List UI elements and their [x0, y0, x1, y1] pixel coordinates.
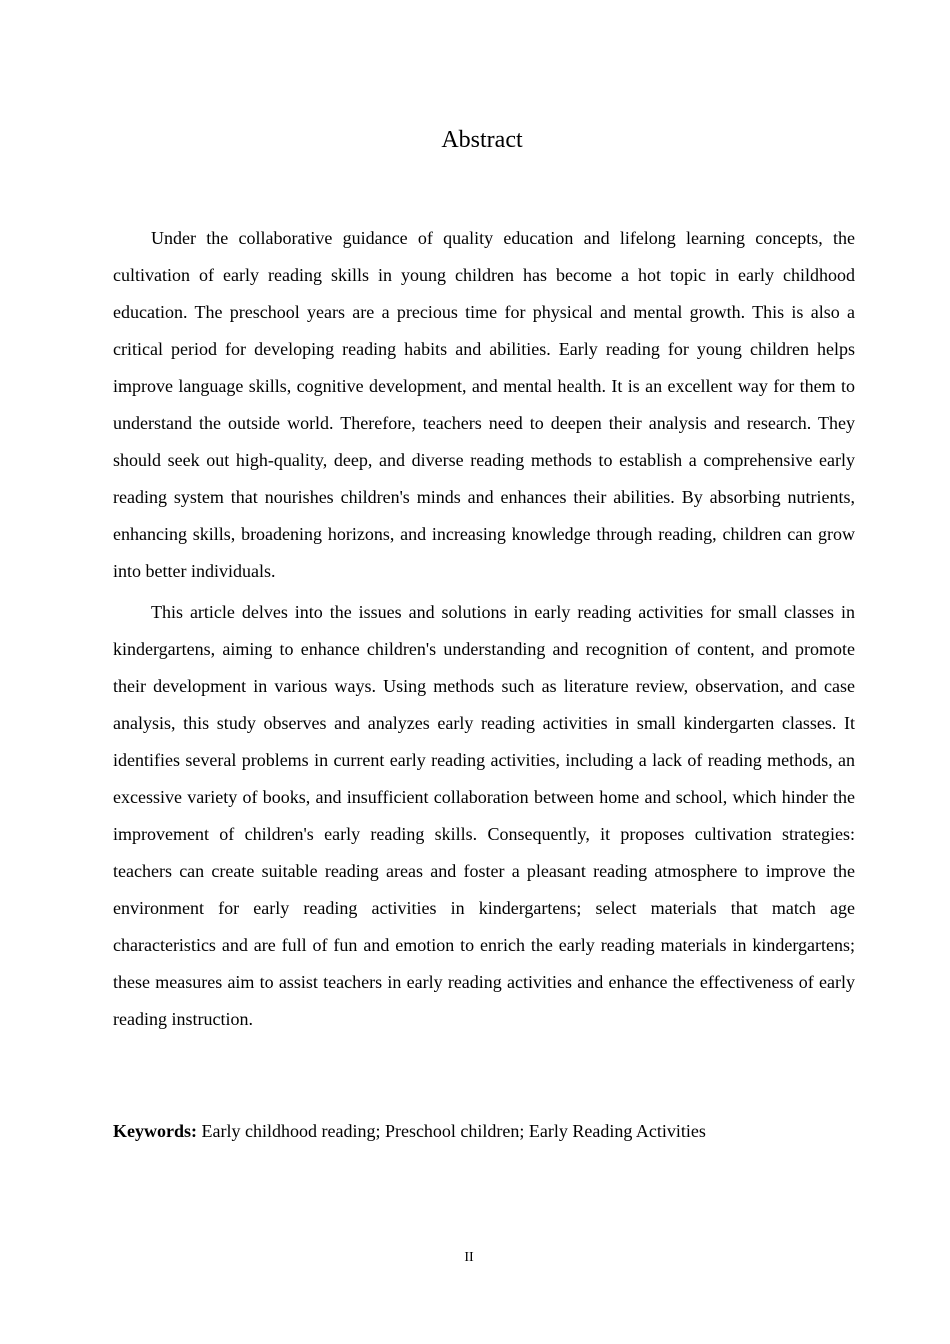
- abstract-paragraph-1: Under the collaborative guidance of quality education and lifelong learning concepts, the cultivation of early reading skills in young children has become a hot topic in early childhood education. The preschool years are a precious time for physical and mental growth. This is also a critical period for developing reading habits and abilities. Early reading for young children helps improve language skills, cognitive development, and mental health. It is an excellent way for them to understand the outside world. Therefore, teachers need to deepen their analysis and research. They should seek out high-quality, deep, and diverse reading methods to establish a comprehensive early reading system that nourishes children's minds and enhances their abilities. By absorbing nutrients, enhancing skills, broadening horizons, and increasing knowledge through reading, children can grow into better individuals.: [113, 228, 855, 581]
- abstract-paragraph-2: This article delves into the issues and solutions in early reading activities for small classes in kindergartens, aiming to enhance children's understanding and recognition of content, and promote their development in various ways. Using methods such as literature review, observation, and case analysis, this study observes and analyzes early reading activities in small kindergarten classes. It identifies several problems in current early reading activities, including a lack of reading methods, an excessive variety of books, and insufficient collaboration between home and school, which hinder the improvement of children's early reading skills. Consequently, it proposes cultivation strategies: teachers can create suitable reading areas and foster a pleasant reading atmosphere to improve the environment for early reading activities in kindergartens; select materials that match age characteristics and are full of fun and emotion to enrich the early reading materials in kindergartens; these measures aim to assist teachers in early reading activities and enhance the effectiveness of early reading instruction.: [113, 602, 855, 1029]
- page-number: II: [464, 1250, 474, 1265]
- page-title: Abstract: [441, 127, 523, 153]
- keywords-label: Keywords:: [113, 1121, 197, 1141]
- abstract-body: [113, 220, 855, 1038]
- keywords-line: [113, 1117, 855, 1145]
- keywords-text: Early childhood reading; Preschool children; Early Reading Activities: [201, 1121, 706, 1141]
